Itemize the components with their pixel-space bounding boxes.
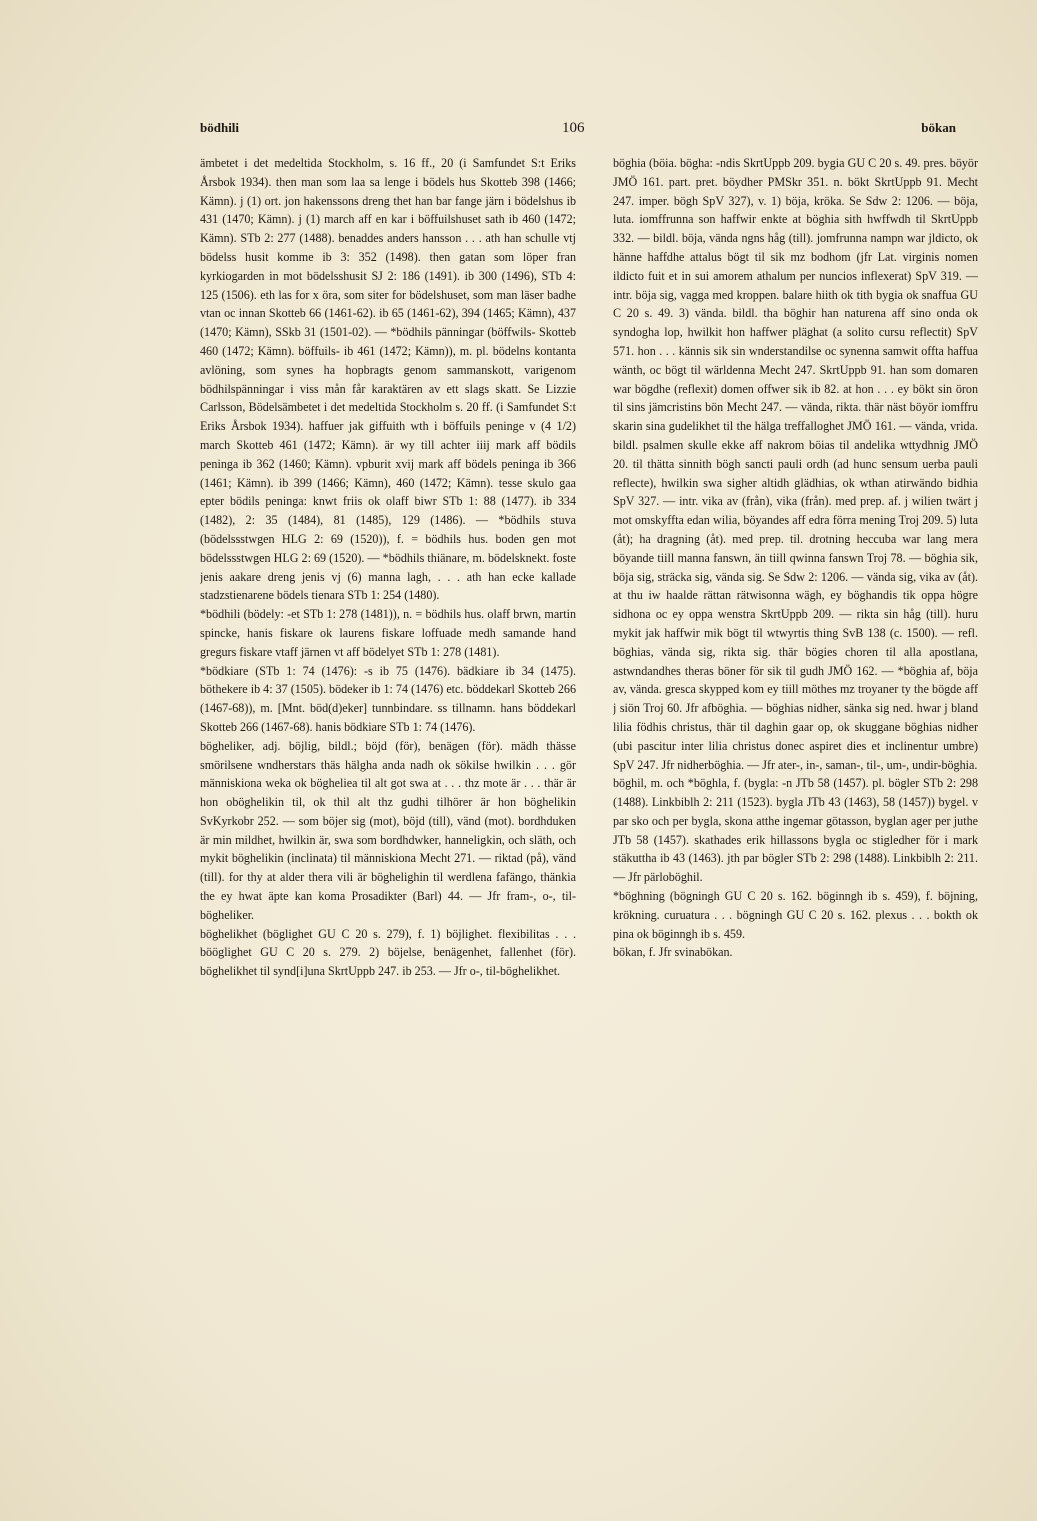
entry: ämbetet i det medeltida Stockholm, s. 16 ff., 20 (i Samfundet S:t Eriks Årsbok 1934). then man som laa sa lenge i bödels hus Skotteb 398 (1466; Kämn). j (1) ort. jon hakenssons dreng thet han bar fange järn i bödelshus ib 431 (1470; Kämn). j (1) march aff en kar i böffuilshuset sath ib 460 (1472; Kämn). STb 2: 277 (1488). benaddes anders hansson . . . ath han schulle vtj bödelss husit komme ib 3: 352 (1498). then gatan som löper fran kyrkiogarden in mot bödelsshusit SJ 2: 186 (1491). ib 300 (1496), STb 4: 125 (1506). eth las for x öra, som siter for bödelshuset, som man läser badhe vtan oc innan Skotteb 66 (1461-62). ib 65 (1461-62), 394 (1465; Kämn), 437 (1470; Kämn), SSkb 31 (1501-02). — *bödhils pänningar (böffwils- Skotteb 460 (1472; Kämn). böffuils- ib 461 (1472; Kämn)), m. pl. bödelns kontanta avlöning, som synes ha hopbragts genom sammanskott, varigenom bödhilspänningar i viss mån får karaktären av ett slags skatt. Se Lizzie Carlsson, Bödelsämbetet i det medeltida Stockholm s. 20 ff. (i Samfundet S:t Eriks Årsbok 1934). haffuer jak giffuith wth i böffuils peninge v (4 1/2) march Skotteb 461 (1472; Kämn). är wy till achter iiij mark aff bödils peninga ib 362 (1460; Kämn). vpburit xvij mark aff bödels peninga ib 366 (1461; Kämn). ib 399 (1466; Kämn), 460 (1472; Kämn). tesse skulo gaa epter bödils peninga: knwt friis ok olaff biwr STb 1: 88 (1477). ib 334 (1482), 2: 35 (1484), 81 (1485), 129 (1486). — *bödhils stuva (bödelssstwgen HLG 2: 69 (1520)), f. = bödhils hus. boden gen mot bödelssstwgen HLG 2: 69 (1520). — *bödhils thiänare, m. bödelsknekt. foste jenis aakare dreng jenis vj (6) manna lagh, . . . ath han ecke kallade stadzstienarene bödels tienara STb 1: 254 (1480). (200, 156, 576, 603)
page-header (200, 120, 956, 142)
header-right-word: bökan (921, 120, 956, 135)
entry: *bödhili (bödely: -et STb 1: 278 (1481)), n. = bödhils hus. olaff brwn, martin spincke, hanis fiskare ok laurens fiskare loffuade medh samande hand gregurs fiskare vtaff järnen vt aff bödelyet STb 1: 278 (1481). (200, 607, 576, 659)
entry: böghelikhet (böglighet GU C 20 s. 279), f. 1) böjlighet. flexibilitas . . . bööglighet GU C 20 s. 279. 2) böjelse, benägenhet, fallenhet (för). böghelikhet til synd[i]una SkrtUppb 247. ib 253. — Jfr o-, til-böghelikhet. (200, 926, 576, 979)
right-column (613, 154, 978, 1504)
entry: *bödkiare (STb 1: 74 (1476): -s ib 75 (1476). bädkiare ib 34 (1475). böthekere ib 4: 37 (1505). bödeker ib 1: 74 (1476) etc. böddekarl Skotteb 266 (1467-68)), m. [Mnt. böd(d)eker] tunnbindare. ss tillnamn. hans böddekarl Skotteb 266 (1467-68). hanis bödkiare STb 1: 74 (1476). (200, 663, 576, 734)
entry: böghil, m. och *böghla, f. (bygla: -n JTb 58 (1457). pl. bögler STb 2: 298 (1488). Linkbiblh 2: 211 (1523). bygla JTb 43 (1463), 58 (1457)) bygel. v par sko och per bygla, skona atthe ingemar götasson, byglan ager per juthe JTb 58 (1457). skathades erik hillassons bygla oc stigledher för i mark stäkuttha ib 43 (1463). jth par bögler STb 2: 298 (1488). Linkbiblh 2: 211. — Jfr pärloböghil. (613, 776, 978, 885)
entry: böghia (böia. bögha: -ndis SkrtUppb 209. bygia GU C 20 s. 49. pres. böyör JMÖ 161. part. pret. böydher PMSkr 351. n. bökt SkrtUppb 91. Mecht 247. imper. bögh SpV 327), v. 1) böja, kröka. Se Sdw 2: 1206. — böja, luta. iomffrunna son haffwir enkte at böghia sith hwffwdh til SkrtUppb 332. — bildl. böja, vända ngns håg (till). jomfrunna nampn war jldicto, ok hänne haffdhe attalus bögt til sik mz bodhom (jfr Lat. virginis nomen ildicto fuit et in sui amorem athalum per nuncios inflexerat) SpV 319. — intr. böja sig, vagga med kroppen. balare hiith ok tith bygia ok snaffua GU C 20 s. 49. 3) vända. bildl. tha böghir han naturena aff sino onda ok syndogha lop, hwilkit hon haffwer pläghat (a solito cursu reflectit) SpV 571. hon . . . kännis sik sin wnderstandilse oc synenna samwit offta haffua wänth, oc bögt til wärldenna Mecht 247. SkrtUppb 91. han som domaren war bögdhe (reflexit) domen offwer sik ib 82. at hon . . . ey bökt sin öron til sins jämcristins bön Mecht 247. — vända, rikta. thär näst böyör iomffru skarin sina gudelikhet til the hälga treffalloghet JMÖ 161. — vända, vrida. bildl. psalmen skulle ekke aff nakrom böias til andelika wttydhnig JMÖ 20. til thätta sinnith bögh sancti pauli ordh (ad hunc sensum uerba pauli reflecte), hwilkin swa sigher altidh glädhias, ok wthan atirwändo bidhia SpV 327. — intr. vika av (från), vika (från). med prep. af. j wilien twärt j mot omskyffta edan wilia, böyandes aff edra förra mening Troj 209. 5) luta (åt); ha dragning (åt). med prep. til. drotning heccuba war lang mera böyande tiill manna fanswn, än tiill qwinna fanswn Troj 78. — böghia sik, böja sig, sträcka sig, vända sig. Se Sdw 2: 1206. — vända sig, vika av (åt). at thu iw haalde rättan rätwisonna wägh, ey böghandis tik oppa högre sidhona oc ey oppa wenstra SkrtUppb 209. — rikta sin håg (till). huru mykit jak haffwir mik bögt til wtwyrtis thing SvB 138 (c. 1500). — refl. böghias, vända sig, rikta sig. thär bögies choren til alla apostlana, astwndandhes theras böner för sik til gudh JMÖ 162. — *böghia af, böja av, vända. gresca skypped kom ey tiill möthes mz troyaner ty the bögde aff j siön Troj 60. Jfr afböghia. — böghias nidher, sänka sig ned. hwar j bland lilia födhis christus, thär til daghin gaar op, ok skuggane böghias nidher (ubi pascitur inter lilia christus donec aspiret dies et inclinentur umbre) SpV 247. Jfr nidherböghia. — Jfr ater-, in-, saman-, til-, um-, undir-böghia. (613, 156, 978, 772)
page-number: 106 (562, 120, 585, 136)
entry: bögheliker, adj. böjlig, bildl.; böjd (för), benägen (för). mädh thässe smörilsene wndherstars thäs hälgha anda nadh ok sökilse hwilkin . . . gör människiona weka ok bögheliea til alt got swa at . . . thz mote är . . . thär är hon oböghelikin til, ok thil alt thz gudhi tilhörer är hon böghelikin SvKyrkobr 252. — som böjer sig (mot), böjd (till), vänd (mot). bordhduken är min mildhet, hwilkin är, swa som bordhdwker, hanneligkin, och släth, och mykit böghelikin (inclinata) til människiona Mecht 271. — riktad (på), vänd (till). for thy at alder thera vili är böghelighin til werdlena fafängo, thänkia the ey hwat äpte kan koma Prosadikter (Barl) 44. — Jfr fram-, o-, til-bögheliker. (200, 738, 576, 922)
entry: bökan, f. Jfr svinabökan. (613, 945, 733, 960)
header-left-word: bödhili (200, 120, 240, 135)
left-column (200, 154, 576, 1504)
entry: *böghning (bögningh GU C 20 s. 162. böginngh ib s. 459), f. böjning, krökning. curuatura . . . bögningh GU C 20 s. 162. plexus . . . bokth ok pina ok böginngh ib s. 459. (613, 889, 978, 941)
